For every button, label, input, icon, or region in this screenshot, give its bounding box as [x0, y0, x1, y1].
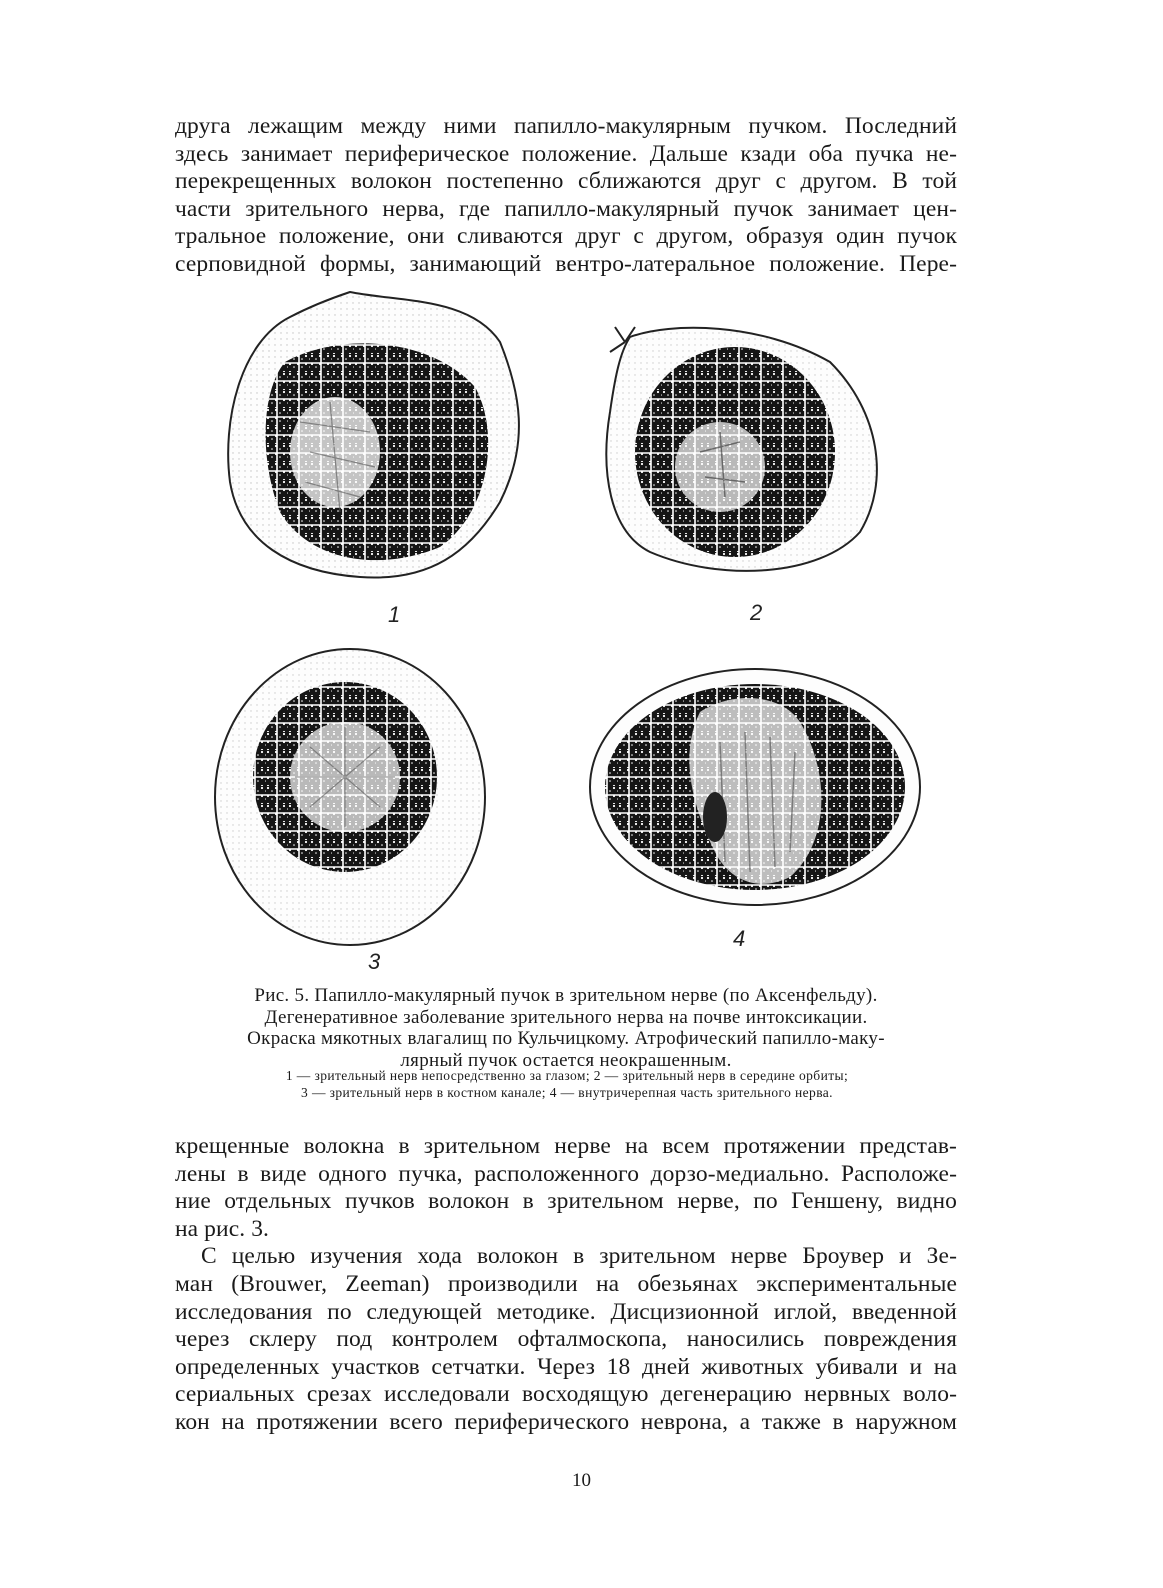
- panel-label-3: 3: [368, 949, 381, 974]
- text-line: тральное положение, они сливаются друг с другом, образуя один пучок: [175, 223, 957, 250]
- text-line: кон на протяжении всего периферического неврона, а также в наружном: [175, 1408, 957, 1435]
- caption-line: Окраска мякотных влагалищ по Кульчицкому. Атрофический папилло-маку-: [247, 1028, 885, 1050]
- nerve-section-3: [215, 649, 485, 945]
- text-line: ние отдельных пучков волокон в зрительном нерве, по Геншену, видно: [175, 1188, 957, 1215]
- text-line: исследования по следующей методике. Дисцизионной иглой, введенной: [175, 1298, 957, 1325]
- figure-legend: [212, 1067, 922, 1101]
- text-line: С целью изучения хода волокон в зрительном нерве Броувер и Зе-: [201, 1243, 957, 1270]
- figure-illustration: [200, 282, 940, 982]
- figure-5: [200, 282, 940, 982]
- legend-line: 1 — зрительный нерв непосредственно за глазом; 2 — зрительный нерв в середине орбиты;: [285, 1068, 849, 1083]
- text-line: на рис. 3.: [175, 1215, 270, 1242]
- nerve-section-4: [590, 669, 920, 905]
- text-line: части зрительного нерва, где папилло-макулярный пучок занимает цен-: [175, 195, 957, 222]
- text-line: ман (Brouwer, Zeeman) производили на обезьянах экспериментальные: [175, 1270, 957, 1297]
- caption-line: лярный пучок остается неокрашенным.: [400, 1049, 732, 1071]
- text-line: друга лежащим между ними папилло-макулярным пучком. Последний: [175, 113, 957, 139]
- caption-line: Рис. 5. Папилло-макулярный пучок в зрительном нерве (по Аксенфельду).: [254, 985, 878, 1006]
- text-line: через склеру под контролем офталмоскопа, наносились повреждения: [175, 1326, 957, 1353]
- paragraph-top: [175, 113, 957, 279]
- panel-label-1: 1: [388, 602, 401, 627]
- text-line: лены в виде одного пучка, расположенного дорзо-медиально. Расположе-: [175, 1160, 957, 1187]
- nerve-section-1: [228, 292, 519, 578]
- nerve-section-2: [606, 327, 876, 571]
- caption-line: Дегенеративное заболевание зрительного нерва на почве интоксикации.: [264, 1006, 868, 1028]
- text-line: здесь занимает периферическое положение. Дальше кзади оба пучка не-: [175, 140, 957, 167]
- panel-label-2: 2: [750, 600, 763, 625]
- page-number: 10: [572, 1470, 591, 1491]
- text-line: крещенные волокна в зрительном нерве на всем протяжении представ-: [175, 1133, 957, 1159]
- text-line: серповидной формы, занимающий вентро-латеральное положение. Пере-: [175, 250, 957, 277]
- panel-label-4: 4: [733, 926, 746, 951]
- figure-caption: [205, 985, 927, 1071]
- text-line: определенных участков сетчатки. Через 18 дней животных убивали и на: [175, 1353, 957, 1380]
- text-line: перекрещенных волокон постепенно сближаются друг с другом. В той: [175, 168, 957, 195]
- paragraph-bottom: [175, 1133, 957, 1437]
- text-line: сериальных срезах исследовали восходящую дегенерацию нервных воло-: [175, 1381, 957, 1408]
- legend-line: 3 — зрительный нерв в костном канале; 4 — внутричерепная часть зрительного нерва.: [301, 1085, 833, 1100]
